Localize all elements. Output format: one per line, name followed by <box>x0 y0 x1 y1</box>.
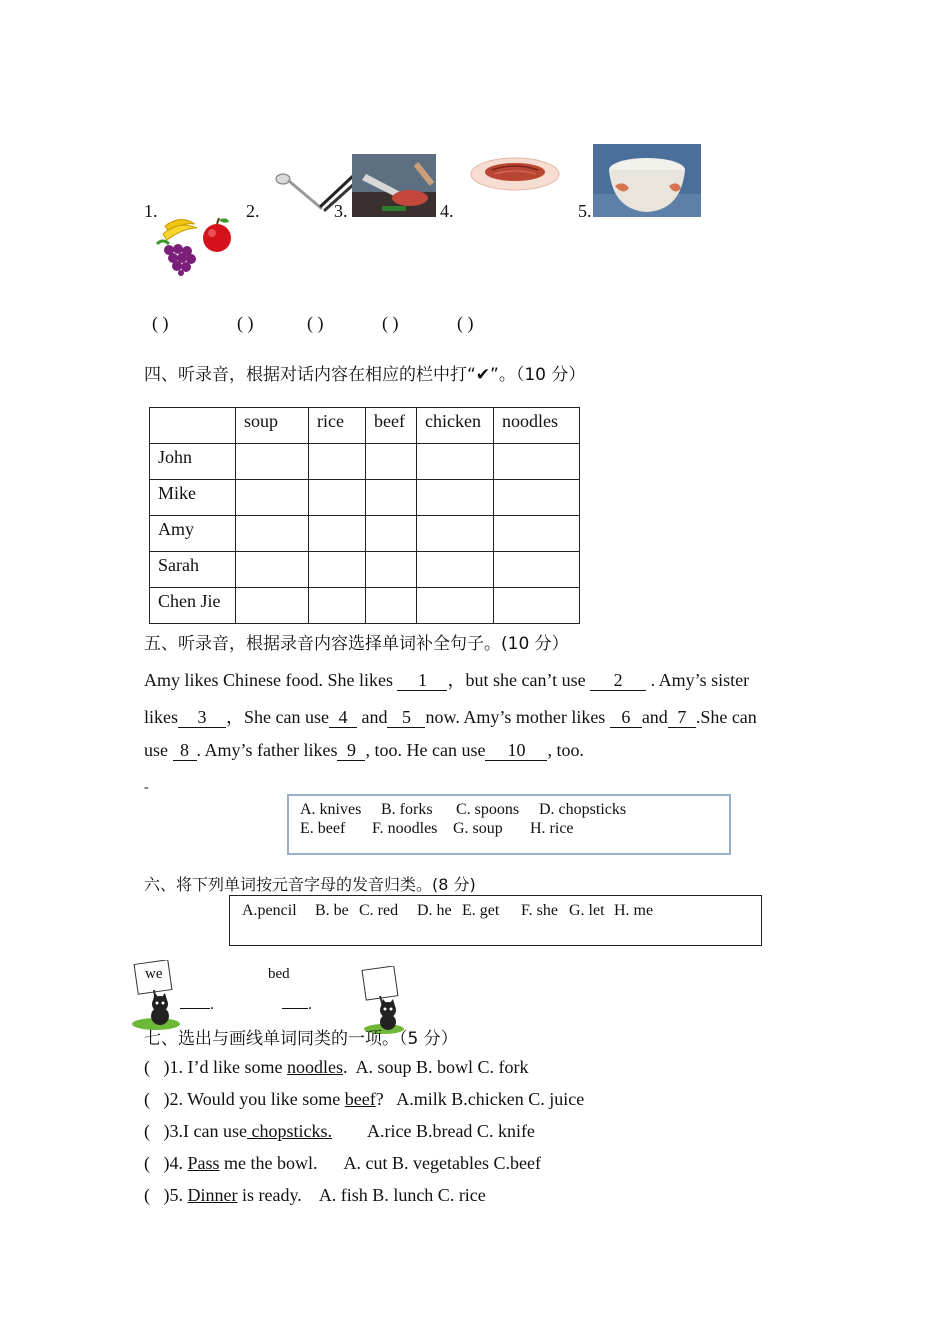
question-4: ( )4. Pass me the bowl. A. cut B. vegetables C.beef <box>144 1153 541 1173</box>
word-a: A.pencil <box>242 902 297 919</box>
spoon-and-chopsticks-icon <box>275 170 355 215</box>
word-c: C. red <box>359 902 399 919</box>
blank-9[interactable]: 9 <box>337 741 365 761</box>
answer-bracket[interactable]: ( <box>144 1185 150 1205</box>
option-f: F. noodles <box>372 820 438 837</box>
option-a: A. knives <box>300 801 362 818</box>
check-cell[interactable] <box>366 480 417 516</box>
question-options: A. soup B. bowl C. fork <box>355 1057 529 1077</box>
table-header-cell: rice <box>309 408 366 444</box>
underlined-word: Dinner <box>187 1185 238 1205</box>
rice-bowl-photo <box>593 144 701 217</box>
row-name: Chen Jie <box>150 588 236 624</box>
row-name: Amy <box>150 516 236 552</box>
option-d: D. chopsticks <box>539 801 627 818</box>
section4-title: 四、听录音，根据对话内容在相应的栏中打“✔”。（10 分） <box>144 365 586 385</box>
question-5: ( )5. Dinner is ready. A. fish B. lunch C. rice <box>144 1185 486 1205</box>
row-name: John <box>150 444 236 480</box>
table-row <box>150 588 580 624</box>
picture-label-4: 4. <box>440 201 454 221</box>
check-cell[interactable] <box>366 588 417 624</box>
section6-title: 六、将下列单词按元音字母的发音归类。(8 分) <box>144 875 476 894</box>
underlined-word: beef <box>344 1089 376 1109</box>
check-cell[interactable] <box>309 444 366 480</box>
check-cell[interactable] <box>494 516 580 552</box>
picture-label-5: 5. <box>578 201 592 221</box>
word-d: D. he <box>417 902 452 919</box>
table-header-cell: noodles <box>494 408 580 444</box>
question-options: A.rice B.bread C. knife <box>366 1121 535 1141</box>
underlined-word: noodles <box>286 1057 343 1077</box>
blank-5[interactable]: 5 <box>387 708 425 728</box>
blank-10[interactable]: 10 <box>485 741 547 761</box>
answer-bracket[interactable]: ( <box>144 1089 150 1109</box>
table-header-row <box>150 408 580 444</box>
word-f: F. she <box>521 902 558 919</box>
check-cell[interactable] <box>494 444 580 480</box>
word-e: E. get <box>462 902 500 919</box>
picture-label-2: 2. <box>246 201 260 221</box>
blank-7[interactable]: 7 <box>668 708 696 728</box>
table-row <box>150 552 580 588</box>
table-header-cell <box>150 408 236 444</box>
check-cell[interactable] <box>309 588 366 624</box>
check-cell[interactable] <box>417 552 494 588</box>
question-1: ( )1. I’d like some noodles. A. soup B. bowl C. fork <box>144 1057 529 1077</box>
sign-word-we: we <box>145 966 163 982</box>
question-options: A. fish B. lunch C. rice <box>318 1185 486 1205</box>
table-row <box>150 480 580 516</box>
answer-bracket-2[interactable]: ( ) <box>237 313 254 333</box>
cutting-knife-photo <box>352 154 436 217</box>
fruit-icon <box>155 214 235 276</box>
row-name: Mike <box>150 480 236 516</box>
table-header-cell: soup <box>236 408 309 444</box>
cloze-line-2: likes 3 ，She can use 4 and 5 now. Amy’s mother likes 6 and 7 .She can <box>144 707 757 727</box>
picture-label-1: 1. <box>144 201 158 221</box>
food-checklist-table <box>149 407 580 624</box>
check-cell[interactable] <box>494 480 580 516</box>
check-cell[interactable] <box>236 552 309 588</box>
cloze-line-1: Amy likes Chinese food. She likes 1 ，but she can’t use 2 . Amy’s sister <box>144 670 750 690</box>
row-name: Sarah <box>150 552 236 588</box>
check-cell[interactable] <box>494 552 580 588</box>
table-row <box>150 444 580 480</box>
question-options: A. cut B. vegetables C.beef <box>343 1153 541 1173</box>
check-cell[interactable] <box>494 588 580 624</box>
check-cell[interactable] <box>309 480 366 516</box>
answer-bracket[interactable]: ( <box>144 1057 150 1077</box>
check-cell[interactable] <box>236 516 309 552</box>
check-cell[interactable] <box>366 516 417 552</box>
check-cell[interactable] <box>366 444 417 480</box>
option-c: C. spoons <box>456 801 520 818</box>
picture-label-3: 3. <box>334 201 348 221</box>
answer-line-2[interactable]: . <box>282 996 312 1014</box>
answer-bracket-1[interactable]: ( ) <box>152 313 169 333</box>
option-h: H. rice <box>530 820 574 837</box>
check-cell[interactable] <box>236 444 309 480</box>
answer-bracket-5[interactable]: ( ) <box>457 313 474 333</box>
word-h: H. me <box>614 902 654 919</box>
blank-4[interactable]: 4 <box>329 708 357 728</box>
check-cell[interactable] <box>309 552 366 588</box>
option-g: G. soup <box>453 820 503 837</box>
answer-bracket[interactable]: ( <box>144 1121 150 1141</box>
answer-line-1[interactable]: . <box>180 996 214 1014</box>
check-cell[interactable] <box>417 444 494 480</box>
table-row <box>150 516 580 552</box>
blank-1[interactable]: 1 <box>397 671 447 691</box>
check-cell[interactable] <box>366 552 417 588</box>
blank-2[interactable]: 2 <box>590 671 646 691</box>
option-e: E. beef <box>300 820 346 837</box>
section5-title: 五、听录音，根据录音内容选择单词补全句子。(10 分） <box>144 634 569 654</box>
check-cell[interactable] <box>417 480 494 516</box>
blank-3[interactable]: 3 <box>178 708 226 728</box>
cloze-line-3: use 8 . Amy’s father likes 9 , too. He can use 10 , too. <box>144 740 584 760</box>
check-cell[interactable] <box>236 480 309 516</box>
answer-bracket[interactable]: ( <box>144 1153 150 1173</box>
option-b: B. forks <box>381 801 433 818</box>
underlined-word: Pass <box>187 1153 220 1173</box>
table-header-cell: chicken <box>417 408 494 444</box>
underlined-word: chopsticks. <box>246 1121 332 1141</box>
table-header-cell: beef <box>366 408 417 444</box>
answer-bracket-3[interactable]: ( ) <box>307 313 324 333</box>
check-cell[interactable] <box>417 516 494 552</box>
sign-word-bed: bed <box>268 966 290 982</box>
word-g: G. let <box>569 902 605 919</box>
question-2: ( )2. Would you like some beef? A.milk B.chicken C. juice <box>144 1089 585 1109</box>
answer-bracket-4[interactable]: ( ) <box>382 313 399 333</box>
check-cell[interactable] <box>309 516 366 552</box>
blank-8[interactable]: 8 <box>173 741 197 761</box>
beef-plate-icon <box>470 152 560 192</box>
check-cell[interactable] <box>417 588 494 624</box>
blank-6[interactable]: 6 <box>610 708 642 728</box>
section7-title: 七、选出与画线单词同类的一项。（5 分） <box>144 1029 458 1049</box>
question-options: A.milk B.chicken C. juice <box>396 1089 585 1109</box>
check-cell[interactable] <box>236 588 309 624</box>
stray-dash: - <box>144 780 149 795</box>
question-3: ( )3.I can use chopsticks. A.rice B.bread C. knife <box>144 1121 535 1141</box>
word-b: B. be <box>315 902 349 919</box>
